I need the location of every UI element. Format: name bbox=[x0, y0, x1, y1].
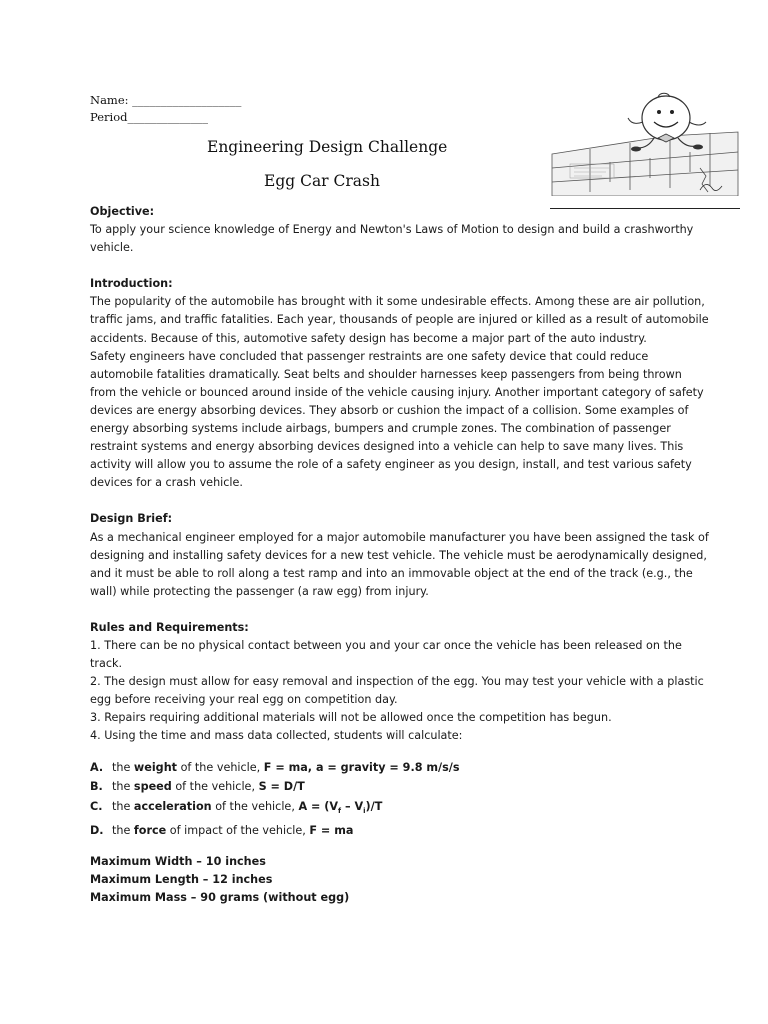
document-subtitle: Egg Car Crash bbox=[264, 172, 380, 190]
document-title: Engineering Design Challenge bbox=[207, 138, 448, 156]
list-letter: C. bbox=[90, 799, 103, 813]
limits-section bbox=[90, 853, 710, 907]
limit-max-length: Maximum Length – 12 inches bbox=[90, 872, 273, 886]
formula-part: – V bbox=[341, 799, 364, 813]
introduction-section bbox=[90, 275, 710, 492]
rules-heading: Rules and Requirements: bbox=[90, 620, 249, 634]
calc-formula: F = ma bbox=[309, 824, 354, 838]
calc-formula: F = ma, a = gravity = 9.8 m/s/s bbox=[263, 760, 460, 774]
objective-text: To apply your science knowledge of Energy and Newton's Laws of Motion to design and build a crashworthy vehicle. bbox=[90, 223, 694, 255]
list-letter: B. bbox=[90, 780, 103, 794]
calc-term: weight bbox=[133, 760, 178, 774]
calculations-list bbox=[90, 758, 710, 841]
introduction-paragraph-2: Safety engineers have concluded that passenger restraints are one safety device that could reduce automobile fatalities dramatically. Seat belts and shoulder harnesses keep passengers from being thrown from the vehicle or bounced around inside of the vehicle causing injury. Another important category of safety devices are energy absorbing devices. They absorb or cushion the impact of a collision. Some examples of energy absorbing systems include airbags, bumpers and crumple zones. The combination of passenger restraint systems and energy absorbing devices designed into a vehicle can help to save many lives. This activity will allow you to assume the role of a safety engineer as you design, install, and test various safety devices for a crash vehicle. bbox=[90, 349, 704, 490]
humpty-dumpty-egg-icon bbox=[550, 92, 740, 196]
introduction-heading: Introduction: bbox=[90, 277, 173, 291]
calc-text: of the vehicle, bbox=[211, 799, 299, 813]
formula-part: A = (V bbox=[298, 799, 339, 813]
rule-item: 2. The design must allow for easy removal and inspection of the egg. You may test your vehicle with a plastic egg before receiving your real egg on competition day. bbox=[90, 675, 704, 707]
document-body bbox=[90, 203, 710, 907]
list-letter: A. bbox=[90, 760, 104, 774]
formula-subscript: f bbox=[338, 806, 342, 815]
calc-term: force bbox=[133, 824, 167, 838]
rules-section bbox=[90, 619, 710, 841]
rule-item: 1. There can be no physical contact between you and your car once the vehicle has been released on the track. bbox=[90, 638, 682, 671]
calculation-item-acceleration bbox=[90, 797, 710, 822]
limit-max-mass: Maximum Mass – 90 grams (without egg) bbox=[90, 890, 350, 904]
calc-text: of the vehicle, bbox=[171, 780, 259, 794]
objective-section bbox=[90, 203, 710, 257]
calculation-item-speed bbox=[90, 777, 710, 797]
calc-text: the bbox=[112, 824, 134, 838]
calc-formula bbox=[298, 800, 382, 813]
calculation-item-force bbox=[90, 821, 710, 841]
calculation-item-weight bbox=[90, 758, 710, 778]
calc-term: acceleration bbox=[133, 799, 212, 813]
list-letter: D. bbox=[90, 824, 104, 838]
design-brief-heading: Design Brief: bbox=[90, 512, 173, 526]
design-brief-section bbox=[90, 510, 710, 600]
calc-formula: S = D/T bbox=[258, 780, 305, 794]
introduction-paragraph-1: The popularity of the automobile has brought with it some undesirable effects. Among these are air pollution, traffic jams, and traffic fatalities. Each year, thousands of people are injured or killed as a result of automobile accidents. Because of this, automotive safety design has become a major part of the auto industry. bbox=[90, 295, 709, 345]
calc-text: the bbox=[112, 760, 134, 774]
rule-item: 4. Using the time and mass data collected, students will calculate: bbox=[90, 729, 463, 743]
rule-item: 3. Repairs requiring additional materials will not be allowed once the competition has begun. bbox=[90, 711, 612, 725]
period-field-line: Period______________ bbox=[90, 110, 208, 124]
calc-text: the bbox=[112, 780, 134, 794]
name-field-line: Name: ___________________ bbox=[90, 93, 242, 107]
calc-text: of impact of the vehicle, bbox=[166, 824, 310, 838]
design-brief-text: As a mechanical engineer employed for a major automobile manufacturer you have been assigned the task of designing and installing safety devices for a new test vehicle. The vehicle must be aerodynamically designed, and it must be able to roll along a test ramp and into an immovable object at the end of the track (e.g., the wall) while protecting the passenger (a raw egg) from injury. bbox=[90, 530, 709, 598]
objective-heading: Objective: bbox=[90, 205, 155, 218]
calc-term: speed bbox=[133, 780, 172, 794]
calc-text: of the vehicle, bbox=[177, 760, 264, 774]
formula-subscript: i bbox=[363, 806, 366, 815]
calc-text: the bbox=[112, 799, 134, 813]
formula-part: )/T bbox=[365, 799, 383, 813]
limit-max-width: Maximum Width – 10 inches bbox=[90, 854, 266, 868]
